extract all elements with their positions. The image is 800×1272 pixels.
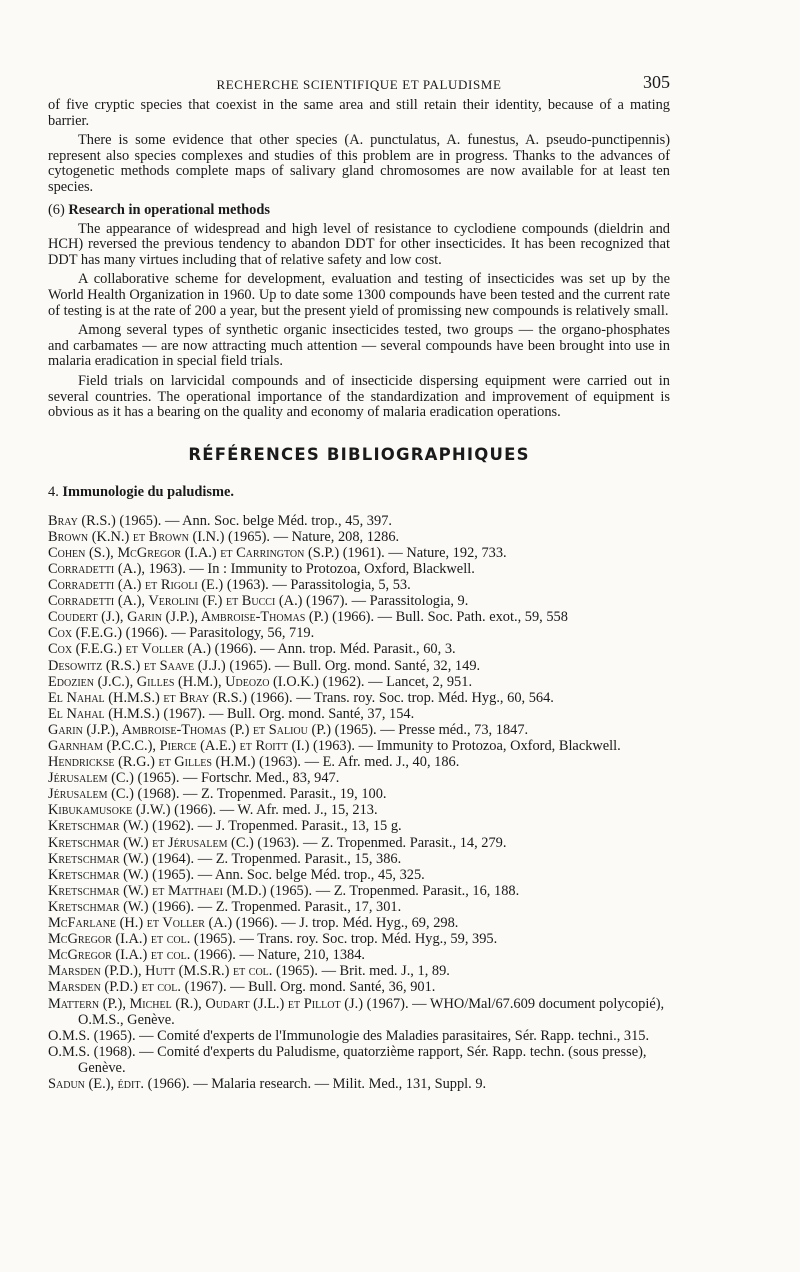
reference-authors: Sadun (E.), édit. (1966). bbox=[48, 1075, 190, 1092]
section-title: Research in operational methods bbox=[68, 201, 270, 218]
references-title: RÉFÉRENCES BIBLIOGRAPHIQUES bbox=[188, 444, 530, 464]
reference-item bbox=[48, 561, 670, 577]
reference-item bbox=[48, 674, 670, 690]
reference-source: — J. Tropenmed. Parasit., 13, 15 g. bbox=[197, 818, 402, 835]
reference-authors: Edozien (J.C.), Gilles (H.M.), Udeozo (I.O.K.) (1962). bbox=[48, 673, 365, 690]
reference-authors: Hendrickse (R.G.) et Gilles (H.M.) (1963). bbox=[48, 754, 302, 771]
reference-authors: Kretschmar (W.) (1966). bbox=[48, 898, 195, 915]
reference-item bbox=[48, 931, 670, 947]
reference-authors: O.M.S. (1965). bbox=[48, 1027, 136, 1044]
reference-item bbox=[48, 754, 670, 770]
reference-source: — Trans. roy. Soc. trop. Méd. Hyg., 59, 395. bbox=[239, 931, 498, 948]
reference-source: — Z. Tropenmed. Parasit., 15, 386. bbox=[197, 850, 402, 867]
reference-authors: Kretschmar (W.) (1964). bbox=[48, 850, 195, 867]
reference-source: — Comité d'experts de l'Immunologie des Maladies parasitaires, Sér. Rapp. techni., 315. bbox=[139, 1027, 650, 1044]
page bbox=[48, 72, 670, 1092]
reference-item bbox=[48, 722, 670, 738]
reference-authors: McFarlane (H.) et Voller (A.) (1966). bbox=[48, 915, 278, 932]
reference-authors: Cox (F.E.G.) et Voller (A.) (1966). bbox=[48, 641, 257, 658]
reference-item bbox=[48, 609, 670, 625]
reference-source: — Nature, 210, 1384. bbox=[239, 947, 365, 964]
reference-source: — Bull. Soc. Path. exot., 59, 558 bbox=[377, 609, 568, 626]
reference-source: — Fortschr. Med., 83, 947. bbox=[183, 770, 340, 787]
reference-authors: Corradetti (A.), 1963). bbox=[48, 560, 186, 577]
references-section-heading bbox=[48, 484, 670, 501]
reference-source: — Nature, 208, 1286. bbox=[273, 528, 400, 545]
reference-source: — Bull. Org. mond. Santé, 32, 149. bbox=[274, 657, 481, 674]
reference-authors: Kretschmar (W.) (1962). bbox=[48, 818, 195, 835]
reference-source: — WHO/Mal/67.609 document polycopié), O.M.S., Genève. bbox=[78, 995, 665, 1028]
reference-source: — E. Afr. med. J., 40, 186. bbox=[304, 754, 460, 771]
reference-authors: El Nahal (H.M.S.) et Bray (R.S.) (1966). bbox=[48, 689, 293, 706]
reference-authors: McGregor (I.A.) et col. (1965). bbox=[48, 931, 236, 948]
reference-item bbox=[48, 867, 670, 883]
reference-source: — In : Immunity to Protozoa, Oxford, Blackwell. bbox=[189, 560, 475, 577]
reference-authors: Corradetti (A.), Verolini (F.) et Bucci (A.) (1967). bbox=[48, 593, 349, 610]
reference-authors: El Nahal (H.M.S.) (1967). bbox=[48, 705, 206, 722]
reference-item bbox=[48, 996, 670, 1028]
reference-source: — Z. Tropenmed. Parasit., 19, 100. bbox=[183, 786, 387, 803]
section-paragraph-3: Among several types of synthetic organic insecticides tested, two groups — the organo-phosphates and carbamates — are now attracting much attention — several compounds have been brought into use in malaria eradication in special field trials. bbox=[48, 322, 670, 370]
reference-item bbox=[48, 625, 670, 641]
reference-item bbox=[48, 979, 670, 995]
reference-source: — Ann. Soc. belge Méd. trop., 45, 397. bbox=[164, 512, 392, 529]
reference-authors: Kibukamusoke (J.W.) (1966). bbox=[48, 802, 217, 819]
reference-authors: Kretschmar (W.) et Jérusalem (C.) (1963). bbox=[48, 834, 300, 851]
reference-source: — Nature, 192, 733. bbox=[388, 544, 507, 561]
reference-source: — Bull. Org. mond. Santé, 37, 154. bbox=[209, 705, 415, 722]
reference-list bbox=[48, 513, 670, 1092]
references-section-number: 4. bbox=[48, 483, 59, 500]
reference-source: — Parassitologia, 9. bbox=[351, 593, 469, 610]
running-title: RECHERCHE SCIENTIFIQUE ET PALUDISME bbox=[216, 77, 502, 92]
reference-item bbox=[48, 802, 670, 818]
reference-source: — Z. Tropenmed. Parasit., 14, 279. bbox=[303, 834, 507, 851]
reference-item bbox=[48, 513, 670, 529]
section-paragraph-4: Field trials on larvicidal compounds and of insecticide dispersing equipment were carried out in several countries. The operational importance of the standardization and improvement of equipment is obvious as it has a bearing on the quality and economy of malaria eradication operations. bbox=[48, 372, 670, 421]
reference-item bbox=[48, 899, 670, 915]
reference-authors: Kretschmar (W.) et Matthaei (M.D.) (1965). bbox=[48, 882, 313, 899]
reference-item bbox=[48, 915, 670, 931]
section-paragraph-1: The appearance of widespread and high level of resistance to cyclodiene compounds (dieldrin and HCH) reversed the previous tendency to abandon DDT for other insecticides. It has been recognized that DDT has many virtues including that of relative safety and low cost. bbox=[48, 220, 670, 268]
page-number: 305 bbox=[643, 72, 670, 92]
reference-authors: Corradetti (A.) et Rigoli (E.) (1963). bbox=[48, 577, 269, 594]
reference-authors: Garin (J.P.), Ambroise-Thomas (P.) et Saliou (P.) (1965). bbox=[48, 721, 377, 738]
reference-source: — Ann. trop. Méd. Parasit., 60, 3. bbox=[260, 641, 456, 658]
reference-source: — Lancet, 2, 951. bbox=[368, 673, 473, 690]
reference-authors: Brown (K.N.) et Brown (I.N.) (1965). bbox=[48, 528, 270, 545]
reference-authors: Marsden (P.D.) et col. (1967). bbox=[48, 979, 227, 996]
reference-item bbox=[48, 1076, 670, 1092]
reference-item bbox=[48, 529, 670, 545]
reference-authors: Mattern (P.), Michel (R.), Oudart (J.L.) et Pillot (J.) (1967). bbox=[48, 995, 409, 1012]
reference-source: — Bull. Org. mond. Santé, 36, 901. bbox=[230, 979, 436, 996]
reference-source: — Malaria research. — Milit. Med., 131, Suppl. 9. bbox=[193, 1075, 487, 1092]
references-section-title: Immunologie du paludisme. bbox=[62, 483, 234, 500]
reference-authors: Kretschmar (W.) (1965). bbox=[48, 866, 195, 883]
reference-item bbox=[48, 690, 670, 706]
reference-item bbox=[48, 770, 670, 786]
reference-item bbox=[48, 786, 670, 802]
section-number: (6) bbox=[48, 201, 65, 218]
reference-authors: Cox (F.E.G.) (1966). bbox=[48, 625, 168, 642]
reference-source: — Parassitologia, 5, 53. bbox=[272, 577, 411, 594]
reference-source: — Parasitology, 56, 719. bbox=[171, 625, 315, 642]
reference-source: — Presse méd., 73, 1847. bbox=[380, 721, 529, 738]
reference-authors: McGregor (I.A.) et col. (1966). bbox=[48, 947, 236, 964]
reference-source: — Comité d'experts du Paludisme, quatorzième rapport, Sér. Rapp. techn. (sous presse), Genève. bbox=[78, 1043, 647, 1076]
reference-item bbox=[48, 706, 670, 722]
reference-item bbox=[48, 963, 670, 979]
reference-source: — Brit. med. J., 1, 89. bbox=[321, 963, 450, 980]
reference-authors: Marsden (P.D.), Hutt (M.S.R.) et col. (1965). bbox=[48, 963, 318, 980]
reference-item bbox=[48, 545, 670, 561]
reference-source: — J. trop. Méd. Hyg., 69, 298. bbox=[281, 915, 459, 932]
reference-item bbox=[48, 1028, 670, 1044]
reference-authors: Jérusalem (C.) (1965). bbox=[48, 770, 180, 787]
reference-item bbox=[48, 883, 670, 899]
reference-item bbox=[48, 593, 670, 609]
intro-paragraph-1: of five cryptic species that coexist in the same area and still retain their identity, because of a mating barrier. bbox=[48, 97, 670, 129]
reference-item bbox=[48, 641, 670, 657]
reference-authors: Garnham (P.C.C.), Pierce (A.E.) et Roitt (I.) (1963). bbox=[48, 738, 355, 754]
section-heading bbox=[48, 202, 670, 218]
reference-source: — Ann. Soc. belge Méd. trop., 45, 325. bbox=[197, 866, 425, 883]
reference-item bbox=[48, 1044, 670, 1076]
reference-authors: Coudert (J.), Garin (J.P.), Ambroise-Thomas (P.) (1966). bbox=[48, 609, 375, 626]
section-paragraph-2: A collaborative scheme for development, evaluation and testing of insecticides was set up by the World Health Organization in 1960. Up to date some 1300 compounds have been tested and the current rate of testing is at the rate of 200 a year, but the present yield of promissing new compounds is relatively small. bbox=[48, 271, 670, 319]
reference-authors: Desowitz (R.S.) et Saave (J.J.) (1965). bbox=[48, 657, 272, 674]
running-header bbox=[48, 72, 670, 98]
reference-item bbox=[48, 577, 670, 593]
reference-item bbox=[48, 851, 670, 867]
reference-item bbox=[48, 947, 670, 963]
intro-paragraph-2: There is some evidence that other species (A. punctulatus, A. funestus, A. pseudo-punctipennis) represent also species complexes and studies of this problem are in progress. Thanks to the advances of cytogenetic methods complete maps of salivary gland chromosomes are now available for at least ten species. bbox=[48, 132, 670, 195]
reference-item bbox=[48, 835, 670, 851]
reference-source: — Z. Tropenmed. Parasit., 17, 301. bbox=[197, 898, 402, 915]
reference-item bbox=[48, 658, 670, 674]
reference-authors: Cohen (S.), McGregor (I.A.) et Carrington (S.P.) (1961). bbox=[48, 544, 385, 561]
reference-source: — Immunity to Protozoa, Oxford, Blackwell. bbox=[358, 738, 621, 754]
reference-authors: Bray (R.S.) (1965). bbox=[48, 512, 162, 529]
reference-authors: Jérusalem (C.) (1968). bbox=[48, 786, 180, 803]
reference-source: — Z. Tropenmed. Parasit., 16, 188. bbox=[315, 882, 520, 899]
reference-item bbox=[48, 738, 670, 754]
reference-item bbox=[48, 818, 670, 834]
reference-source: — W. Afr. med. J., 15, 213. bbox=[219, 802, 378, 819]
reference-source: — Trans. roy. Soc. trop. Méd. Hyg., 60, 564. bbox=[296, 689, 554, 706]
reference-authors: O.M.S. (1968). bbox=[48, 1043, 136, 1060]
